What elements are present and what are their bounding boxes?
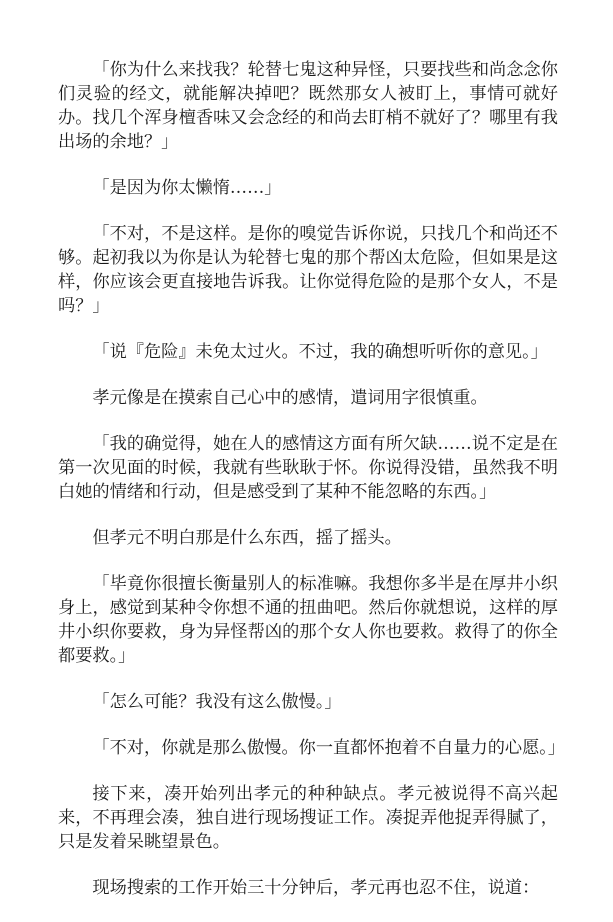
paragraph: 现场搜索的工作开始三十分钟后，孝元再也忍不住，说道： <box>92 878 540 898</box>
paragraph: 「你为什么来找我？轮替七鬼这种异怪，只要找些和尚念念你们灵验的经文，就能解决掉吧？既然那女人被盯上，事情可就好办。找几个浑身檀香味又会念经的和尚去盯梢不就好了？哪里有我出场的余地？」 <box>58 60 558 152</box>
paragraph: 「不对，你就是那么傲慢。你一直都怀抱着不自量力的心愿。」 <box>92 738 566 758</box>
paragraph: 但孝元不明白那是什么东西，摇了摇头。 <box>92 528 402 548</box>
paragraph: 「是因为你太懒惰……」 <box>92 178 282 198</box>
paragraph: 「我的确觉得，她在人的感情这方面有所欠缺……说不定是在第一次见面的时候，我就有些耿耿于怀。你说得没错，虽然我不明白她的情绪和行动，但是感受到了某种不能忽略的东西。」 <box>58 434 558 502</box>
paragraph: 「怎么可能？我没有这么傲慢。」 <box>92 692 342 712</box>
paragraph: 「说『危险』未免太过火。不过，我的确想听听你的意见。」 <box>92 342 548 362</box>
paragraph: 「毕竟你很擅长衡量别人的标准嘛。我想你多半是在厚井小织身上，感觉到某种令你想不通的扭曲吧。然后你就想说，这样的厚井小织你要救，身为异怪帮凶的那个女人你也要救。救得了的你全都要救。」 <box>58 574 558 666</box>
document-page <box>58 58 566 922</box>
paragraph: 孝元像是在摸索自己心中的感情，遣词用字很慎重。 <box>92 388 488 408</box>
paragraph: 接下来，凑开始列出孝元的种种缺点。孝元被说得不高兴起来，不再理会凑，独自进行现场搜证工作。凑捉弄他捉弄得腻了，只是发着呆眺望景色。 <box>58 784 558 852</box>
paragraph: 「不对，不是这样。是你的嗅觉告诉你说，只找几个和尚还不够。起初我以为你是认为轮替七鬼的那个帮凶太危险，但如果是这样，你应该会更直接地告诉我。让你觉得危险的是那个女人，不是吗？」 <box>58 224 558 316</box>
